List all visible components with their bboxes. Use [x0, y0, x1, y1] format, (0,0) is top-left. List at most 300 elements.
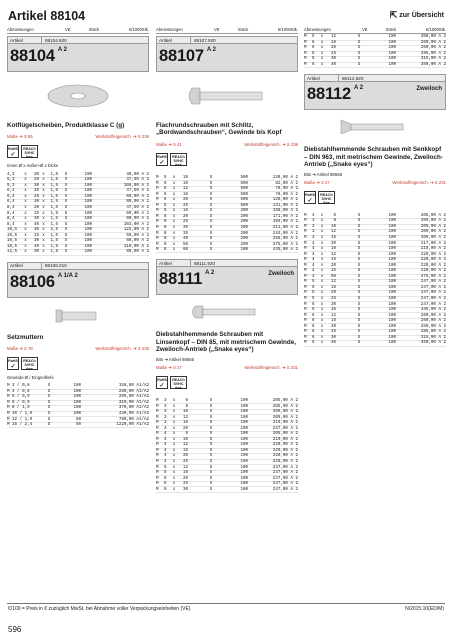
- checkmark-icon: ✓: [10, 152, 16, 159]
- table-cell: S: [357, 296, 361, 301]
- table-cell: M 12 / 1,9: [7, 417, 33, 422]
- table-cell: 205,00 A 2: [272, 432, 298, 437]
- table-cell: 16: [330, 319, 336, 324]
- table-cell: M: [156, 220, 159, 225]
- table-cell: S: [209, 432, 213, 437]
- table-cell: 247,00 A 2: [420, 291, 446, 296]
- table-cell: 6: [312, 341, 315, 346]
- table-cell: 100: [73, 389, 81, 394]
- table-cell: S: [357, 235, 361, 240]
- table-cell: 243,00 A 2: [272, 231, 298, 236]
- table-cell: S: [209, 443, 213, 448]
- table-cell: 100: [240, 398, 248, 403]
- table-cell: 310,00 A1/A2: [118, 400, 149, 405]
- table-cell: S: [357, 319, 361, 324]
- table-cell: 6: [312, 57, 315, 62]
- table-cell: S: [357, 247, 361, 252]
- table-cell: 100: [240, 404, 248, 409]
- table-cell: S: [209, 421, 213, 426]
- table-cell: S: [357, 213, 361, 218]
- table-cell: S: [357, 291, 361, 296]
- table-cell: S: [357, 324, 361, 329]
- table-cell: x: [172, 176, 176, 181]
- table-cell: 8: [164, 237, 167, 242]
- table-cell: 205,00 A 2: [272, 404, 298, 409]
- table-cell: 10: [182, 176, 188, 181]
- table-cell: x: [320, 313, 324, 318]
- table-cell: S: [357, 40, 361, 45]
- table-cell: 80,00 A 2: [126, 217, 149, 222]
- table-cell: 219,00 A 2: [272, 421, 298, 426]
- table-cell: 1,5: [50, 250, 58, 255]
- reach-badge: REACh SVHC free: [170, 376, 187, 389]
- table-cell: 100: [388, 285, 396, 290]
- table-cell: 100: [388, 51, 396, 56]
- table-cell: 100: [388, 241, 396, 246]
- table-cell: x: [42, 233, 45, 238]
- table-cell: M: [304, 330, 307, 335]
- table-cell: 100: [388, 341, 396, 346]
- table-cell: M: [304, 308, 307, 313]
- table-cell: 430,00 A1/A2: [118, 412, 149, 417]
- table-cell: 500: [240, 192, 248, 197]
- table-cell: M: [156, 465, 159, 470]
- table-cell: S: [64, 239, 68, 244]
- table-cell: M: [156, 237, 159, 242]
- table-cell: x: [172, 448, 176, 453]
- table-cell: S: [357, 308, 361, 313]
- table-cell: 219,00 A 2: [420, 247, 446, 252]
- table-cell: x: [320, 252, 324, 257]
- table-cell: 3: [164, 404, 167, 409]
- table-cell: 280,00 A1/A2: [118, 389, 149, 394]
- table-cell: 8,4: [7, 217, 15, 222]
- table-cell: x: [172, 248, 176, 253]
- table-cell: S: [209, 187, 213, 192]
- table-cell: 217,00 A 2: [420, 241, 446, 246]
- table-cell: 20: [330, 241, 336, 246]
- table-cell: 8: [333, 219, 336, 224]
- table-cell: M: [156, 476, 159, 481]
- table-cell: M: [304, 313, 307, 318]
- table-cell: 25: [182, 220, 188, 225]
- table-cell: 5: [312, 302, 315, 307]
- table-cell: x: [172, 187, 176, 192]
- table-cell: S: [209, 226, 213, 230]
- table-cell: 100: [240, 448, 248, 453]
- table-cell: 6,4: [7, 200, 15, 205]
- table-cell: 3: [164, 421, 167, 426]
- table-cell: x: [24, 244, 27, 249]
- table-cell: 8,4: [7, 211, 15, 216]
- table-cell: M 16 / 2,4: [7, 423, 33, 428]
- table-cell: 100: [240, 421, 248, 426]
- table-cell: S: [209, 465, 213, 470]
- table-cell: M: [304, 258, 307, 263]
- table-cell: S: [357, 57, 361, 62]
- table-cell: 247,00 A 2: [272, 482, 298, 487]
- table-cell: 16: [182, 192, 188, 197]
- table-cell: 220,00 A 2: [272, 459, 298, 464]
- table-cell: 247,00 A 2: [272, 471, 298, 476]
- table-cell: x: [24, 239, 27, 244]
- table-cell: 200: [240, 231, 248, 236]
- table-cell: 100: [240, 487, 248, 492]
- table-cell: 210,00 A 2: [272, 437, 298, 442]
- table-cell: 103,00 A 2: [123, 222, 149, 227]
- table-cell: 10,5: [7, 233, 18, 238]
- table-cell: S: [64, 183, 68, 188]
- table-cell: 8: [164, 214, 167, 219]
- checkmark-icon: ✓: [307, 197, 313, 204]
- table-header: Abmessungen VE Stück €/1000Stk.: [304, 27, 446, 32]
- table-cell: M: [156, 487, 159, 492]
- table-cell: x: [24, 178, 27, 183]
- table-cell: S: [209, 454, 213, 459]
- table-cell: 260,00 A 2: [420, 324, 446, 329]
- table-cell: 12: [182, 443, 188, 448]
- table-cell: 220,00 A 2: [420, 263, 446, 268]
- column-3: Abmessungen VE Stück €/1000Stk. M 6 x 12 S 100 200,00 A 2 M 6 x 16 S 100 260,00 A 2 M 6 x 20 S 100 260,00 A 2 M 6 x 25 S 100 285,00 A 2 M 6 x 30 S 100 315,00 A 2 M 6 x 40 S 100 350,00 A 2 Artikel 88112.920 88112 A 2 Zweiloch Diebstahlhemmende Schrauben mit Senkkopf – DIN 963, mit metrischem Gewinde, Zweiloch-Antrieb („Snake eyes“) Bits ➔ Artikel 88665 Maße ➔ S 27 Werkstoffeigensch. ➔ S 231 RoHS ✓ REACh SVHC free M 3 x 6 S 100 205,00 A 2 M 3 x 8 S 100 209,00 A 2 M 3 x 10 S 100 209,00 A 2 M 3 x 12 S 100 209,00 A 2 M 3 x 16 S 100 209,00 A 2 M 3 x 20 S 100 217,00 A 2 M 4 x 10 S 100 219,00 A 2 M 4 x 12 S 100 220,00 A 2 M 4 x 16 S 100 220,00 A 2 M 4 x 20 S 100 220,00 A 2 M 4 x 25 S 100 220,00 A 2 M 4 x 50 S 100 475,00 A 2 M 5 x 12 S 100 247,00 A 2 M 5 x 16 S 100 247,00 A 2 M 5 x 20 S 100 247,00 A 2 M 5 x 25 S 100 247,00 A 2 M 5 x 30 S 100 247,00 A 2 M 5 x 35 S 100 445,00 A 2 M 6 x 12 S 100 260,00 A 2 M 6 x 16 S 100 260,00 A 2 M 6 x 20 S 100 260,00 A 2 M 6 x 25 S 100 285,00 A 2 M 6 x 30 S 100 315,00 A 2 M 6 x 40 S 100 350,00 A 2: [304, 27, 446, 346]
- table-cell: 370,00 A1/A2: [118, 406, 149, 411]
- table-cell: 6: [164, 192, 167, 197]
- table-cell: S: [209, 237, 213, 242]
- table-cell: 100: [388, 335, 396, 340]
- table-cell: S: [357, 219, 361, 224]
- table-cell: 30: [33, 200, 39, 205]
- table-cell: S: [47, 417, 51, 422]
- table-cell: 25: [182, 203, 188, 208]
- table-cell: M: [156, 448, 159, 453]
- table-cell: 100: [388, 247, 396, 252]
- table-cell: x: [24, 200, 27, 205]
- table-cell: 5,3: [7, 183, 15, 188]
- table-cell: x: [172, 421, 176, 426]
- table-cell: 2,5: [50, 228, 58, 233]
- table-cell: 4: [164, 432, 167, 437]
- table-cell: 20: [330, 291, 336, 296]
- table-cell: 100: [84, 189, 92, 194]
- table-cell: 35: [330, 308, 336, 313]
- table-cell: x: [320, 308, 324, 313]
- table-cell: 247,00 A 2: [420, 280, 446, 285]
- table-cell: 88,00 A 2: [126, 250, 149, 255]
- table-cell: S: [209, 448, 213, 453]
- table-cell: x: [172, 404, 176, 409]
- table-cell: 4: [164, 437, 167, 442]
- table-cell: x: [320, 335, 324, 340]
- table-cell: 285,00 A 2: [420, 51, 446, 56]
- table-cell: M: [304, 63, 307, 67]
- table-cell: 10: [330, 247, 336, 252]
- overview-link[interactable]: [390, 12, 444, 19]
- table-cell: 220,00 A 2: [272, 443, 298, 448]
- table-cell: M: [156, 410, 159, 415]
- table-row: [304, 341, 446, 347]
- table-cell: 6: [164, 198, 167, 203]
- table-row: [156, 487, 298, 493]
- table-cell: S: [209, 482, 213, 487]
- table-cell: x: [42, 239, 45, 244]
- table-cell: x: [42, 211, 45, 216]
- article-box-88111: Artikel 88111.920 88111 A 2 Zweiloch: [156, 259, 298, 295]
- table-cell: 5,3: [7, 178, 15, 183]
- table-row: [156, 248, 298, 254]
- table-cell: M 5 / 0,9: [7, 395, 30, 400]
- price-table: [304, 214, 446, 347]
- table-cell: 1,5: [50, 211, 58, 216]
- table-cell: 4: [164, 454, 167, 459]
- table-cell: S: [209, 410, 213, 415]
- table-cell: x: [24, 217, 27, 222]
- table-cell: 1,5: [50, 222, 58, 227]
- table-cell: 500: [240, 198, 248, 203]
- table-cell: 10,5: [7, 244, 18, 249]
- table-cell: 100: [388, 296, 396, 301]
- table-cell: M: [156, 176, 159, 181]
- table-cell: 6: [312, 40, 315, 45]
- reach-badge: REACh SVHC free: [21, 145, 38, 158]
- table-cell: 60,00 A 2: [126, 211, 149, 216]
- table-cell: x: [172, 198, 176, 203]
- table-cell: 4: [312, 274, 315, 279]
- table-cell: S: [357, 335, 361, 340]
- table-cell: 50: [330, 274, 336, 279]
- table-cell: 35: [182, 231, 188, 236]
- table-cell: 1,5: [50, 233, 58, 238]
- table-cell: 1,5: [50, 194, 58, 199]
- table-cell: S: [209, 404, 213, 409]
- table-cell: 3: [312, 219, 315, 224]
- table-cell: S: [64, 172, 68, 177]
- table-cell: S: [209, 471, 213, 476]
- table-cell: 68,00 A 2: [126, 233, 149, 238]
- article-box-88104: Artikel 88104.920 88104 A 2: [7, 36, 149, 72]
- table-cell: 4: [164, 448, 167, 453]
- table-cell: x: [172, 181, 176, 186]
- table-cell: 3: [312, 213, 315, 218]
- table-cell: S: [64, 178, 68, 183]
- table-cell: 25: [330, 296, 336, 301]
- article-number: 88111: [159, 270, 203, 289]
- table-cell: 100: [84, 205, 92, 210]
- table-cell: 6: [312, 46, 315, 51]
- table-cell: x: [320, 213, 324, 218]
- table-cell: 6: [312, 51, 315, 56]
- table-cell: M: [304, 35, 307, 40]
- table-cell: x: [320, 296, 324, 301]
- table-cell: M: [156, 426, 159, 431]
- table-cell: S: [209, 209, 213, 214]
- table-cell: 100: [388, 213, 396, 218]
- overview-link-label: zur Übersicht: [399, 12, 444, 19]
- table-row: [304, 63, 446, 69]
- table-cell: x: [320, 258, 324, 263]
- price-note: €/100 = Preis in € zuzüglich MwSt. bei Abnahme voller Verpackungseinheiten (VE): [8, 606, 191, 612]
- table-cell: M: [156, 443, 159, 448]
- table-cell: 12: [330, 35, 336, 40]
- table-cell: M: [304, 280, 307, 285]
- table-cell: 6: [333, 213, 336, 218]
- table-cell: 171,00 A 2: [272, 214, 298, 219]
- table-cell: 20: [33, 205, 39, 210]
- table-cell: x: [172, 482, 176, 487]
- table-cell: 3: [164, 398, 167, 403]
- table-cell: 4: [164, 459, 167, 464]
- table-cell: 475,00 A 2: [420, 274, 446, 279]
- table-cell: S: [209, 220, 213, 225]
- table-cell: 4: [312, 247, 315, 252]
- price-table: [7, 172, 149, 255]
- table-cell: S: [47, 384, 51, 389]
- table-cell: x: [172, 209, 176, 214]
- table-header: Abmessungen VE Stück €/1000Stk.: [156, 27, 298, 32]
- table-cell: S: [209, 192, 213, 197]
- table-cell: 260,00 A 2: [420, 46, 446, 51]
- rohs-badge: RoHS ✓: [8, 359, 18, 371]
- table-cell: x: [172, 487, 176, 492]
- rohs-badge: RoHS ✓: [157, 377, 167, 389]
- table-cell: 25: [33, 194, 39, 199]
- table-cell: x: [24, 194, 27, 199]
- table-cell: x: [42, 194, 45, 199]
- table-cell: 100: [240, 432, 248, 437]
- table-cell: S: [357, 313, 361, 318]
- table-cell: M: [304, 46, 307, 51]
- table-cell: M 10 / 1,9: [7, 412, 33, 417]
- table-cell: 100: [240, 410, 248, 415]
- table-cell: x: [24, 183, 27, 188]
- table-cell: x: [172, 203, 176, 208]
- table-cell: 20: [182, 426, 188, 431]
- table-cell: 12: [330, 280, 336, 285]
- table-cell: 78,00 A 2: [275, 192, 298, 197]
- table-cell: x: [42, 244, 45, 249]
- table-cell: 500: [240, 181, 248, 186]
- table-cell: x: [172, 220, 176, 225]
- table-cell: S: [209, 176, 213, 181]
- table-cell: 100: [388, 291, 396, 296]
- table-cell: x: [42, 183, 45, 188]
- table-cell: 6: [312, 319, 315, 324]
- article-number: 88106: [10, 272, 55, 291]
- table-cell: 5: [312, 291, 315, 296]
- table-cell: x: [172, 398, 176, 403]
- table-cell: 12,5: [7, 250, 18, 255]
- table-cell: S: [47, 389, 51, 394]
- table-cell: 100: [240, 248, 248, 253]
- table-cell: 247,00 A 2: [420, 296, 446, 301]
- table-cell: M: [156, 459, 159, 464]
- table-cell: S: [209, 426, 213, 431]
- table-cell: M: [304, 274, 307, 279]
- table-cell: 100: [84, 244, 92, 249]
- table-cell: 30: [33, 217, 39, 222]
- table-cell: 100: [388, 302, 396, 307]
- table-cell: 100: [388, 35, 396, 40]
- table-cell: 20: [330, 324, 336, 329]
- table-cell: 8: [164, 220, 167, 225]
- table-cell: 6: [312, 63, 315, 67]
- table-cell: 80,00 A 2: [126, 200, 149, 205]
- table-cell: S: [357, 230, 361, 235]
- dimension-note: Gewinde-Ø / Eingreiftiefe: [7, 375, 54, 381]
- table-cell: S: [47, 412, 51, 417]
- table-cell: 30: [33, 239, 39, 244]
- table-cell: 8,4: [7, 205, 15, 210]
- table-cell: 100: [388, 324, 396, 329]
- table-cell: x: [172, 214, 176, 219]
- product-description: Diebstahlhemmende Schrauben mit Senkkopf – DIN 963, mit metrischem Gewinde, Zweiloch-Antrieb („Snake eyes“): [304, 146, 443, 169]
- table-cell: 1,5: [50, 189, 58, 194]
- table-cell: x: [24, 228, 27, 233]
- table-cell: 6,4: [7, 194, 15, 199]
- table-cell: 4: [312, 263, 315, 268]
- table-cell: 260,00 A 2: [420, 319, 446, 324]
- product-description: Flachrundschrauben mit Schlitz, „Bordwandschrauben“, Gewinde bis Kopf: [156, 122, 282, 137]
- table-cell: 30: [33, 250, 39, 255]
- table-cell: x: [172, 426, 176, 431]
- table-cell: S: [357, 269, 361, 274]
- reach-badge: REACh SVHC free: [21, 357, 38, 370]
- table-cell: 100: [240, 454, 248, 459]
- table-cell: 8: [164, 209, 167, 214]
- washer-image: [7, 72, 149, 120]
- table-cell: x: [172, 432, 176, 437]
- table-cell: 220,00 A 2: [420, 258, 446, 263]
- table-cell: 16: [330, 235, 336, 240]
- table-cell: M: [156, 209, 159, 214]
- table-cell: 100: [388, 63, 396, 67]
- table-cell: 47,50 A 2: [126, 189, 149, 194]
- table-cell: 5: [164, 482, 167, 487]
- table-cell: 194,00 A 2: [272, 220, 298, 225]
- table-cell: 1,5: [50, 205, 58, 210]
- table-cell: 12: [182, 415, 188, 420]
- table-cell: x: [320, 302, 324, 307]
- column-1: Abmessungen VE Stück €/1000Stk. Artikel 88104.920 88104 A 2 Kotflügelscheiben, Produktklasse C (g) Maße ➔ S 85 Werkstoffeigensch. ➔ S 236 RoHS ✓ REACh SVHC free Innen-Ø x Außen-Ø x Dicke 4,3 x 20 x 1,5 S 100 38,00 A 2 5,3 x 20 x 1,5 S 100 47,50 A 2 5,3 x 30 x 1,5 S 100 106,00 A 2 6,4 x 20 x 1,5 S 100 47,50 A 2 6,4 x 25 x 1,5 S 100 60,00 A 2 6,4 x 30 x 1,5 S 100 80,00 A 2 8,4 x 20 x 1,5 S 100 47,50 A 2 8,4 x 25 x 1,5 S 100 60,00 A 2 8,4 x 30 x 1,5 S 100 80,00 A 2 8,4 x 40 x 1,5 S 100 103,00 A 2 10,5 x 30 x 2,5 S 100 122,00 A 2 10,5 x 25 x 1,5 S 100 68,00 A 2 10,5 x 30 x 1,5 S 100 88,00 A 2 10,5 x 40 x 1,5 S 100 110,00 A 2 12,5 x 30 x 1,5 S 100 88,00 A 2 Artikel 88106.010 88106 A 1/A 2 Setzmuttern Maße ➔ S 78 Werkstoffeigensch. ➔ S 236 RoHS ✓ REACh SVHC free Gewinde-Ø / Eingreiftiefe M 3 / 0,8 S 100 158,00 A1/A2 M 4 / 0,8 S 100 280,00 A1/A2 M 5 / 0,9 S 100 295,00 A1/A2 M 6 / 0,9 S 100 310,00 A1/A2 M 8 / 1,9 S 100 370,00 A1/A2 M 10 / 1,9 S 100 430,00 A1/A2 M 12 / 1,9 S 50 780,00 A1/A2 M 16 / 2,4 S 50 1220,00 A1/A2: [7, 27, 149, 428]
- table-cell: M: [156, 471, 159, 476]
- table-cell: S: [47, 400, 51, 405]
- table-cell: M: [156, 415, 159, 420]
- table-cell: 100: [388, 230, 396, 235]
- page-title: Artikel 88104: [8, 9, 86, 23]
- table-cell: x: [24, 233, 27, 238]
- table-cell: 12: [330, 252, 336, 257]
- table-cell: 295,00 A1/A2: [118, 395, 149, 400]
- table-cell: S: [209, 476, 213, 481]
- table-cell: x: [172, 465, 176, 470]
- rivet-nut-image: [7, 298, 149, 332]
- table-cell: 10: [330, 224, 336, 229]
- table-cell: M: [156, 181, 159, 186]
- table-cell: 3: [312, 230, 315, 235]
- table-cell: 285,00 A 2: [420, 330, 446, 335]
- article-box-88107: Artikel 88107.920 88107 A 2: [156, 36, 298, 72]
- table-cell: M: [156, 404, 159, 409]
- table-cell: 82,00 A 2: [275, 181, 298, 186]
- table-cell: 20: [330, 263, 336, 268]
- table-cell: 158,00 A 2: [272, 209, 298, 214]
- table-cell: S: [209, 248, 213, 253]
- table-cell: 50: [182, 242, 188, 247]
- table-cell: 10,5: [7, 239, 18, 244]
- table-cell: M: [156, 454, 159, 459]
- table-cell: x: [320, 57, 324, 62]
- table-cell: 131,00 A 2: [272, 203, 298, 208]
- table-cell: x: [172, 415, 176, 420]
- table-cell: 200: [240, 209, 248, 214]
